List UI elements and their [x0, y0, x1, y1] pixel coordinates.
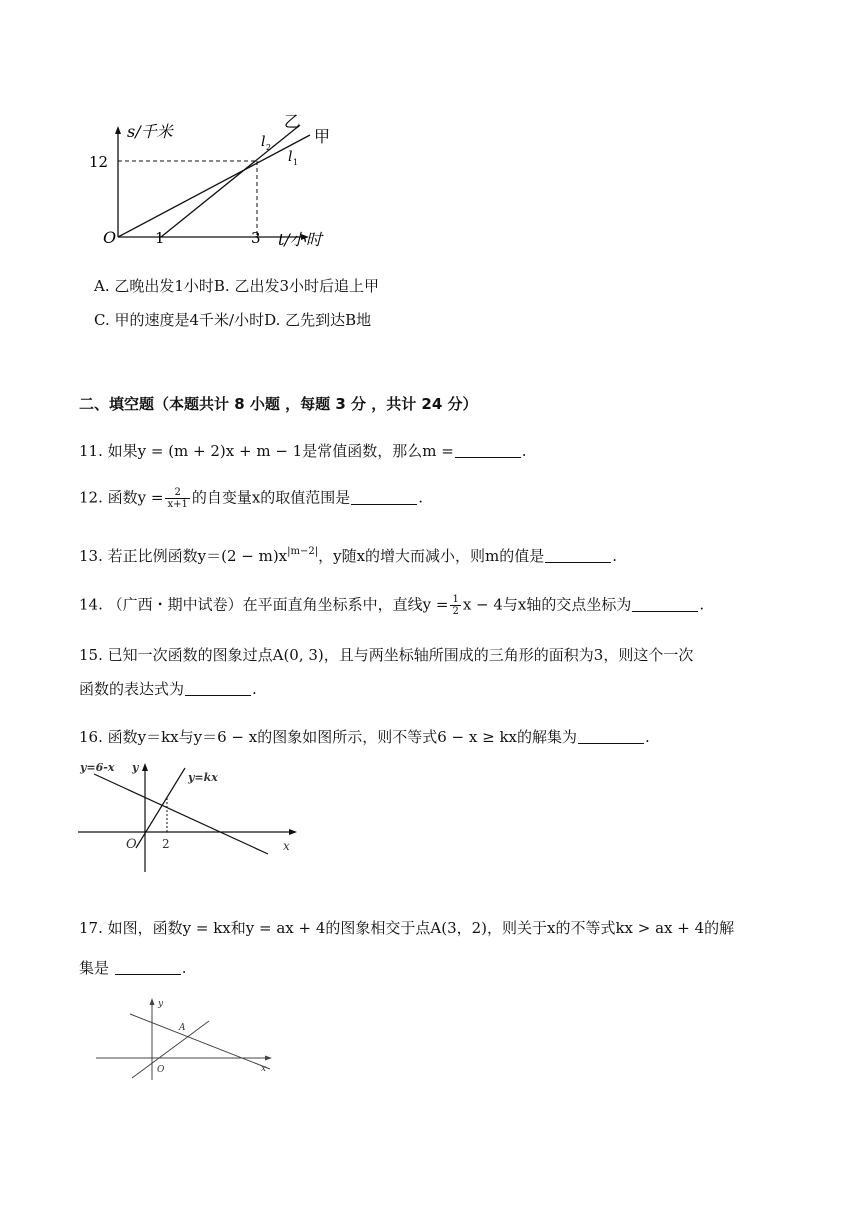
line-l1-label: l — [288, 149, 293, 165]
q10-options-line2: C. 甲的速度是4千米/小时D. 乙先到达B地 — [94, 311, 372, 329]
label-y-kx: y=kx — [188, 771, 218, 784]
x-tick-1: 1 — [155, 229, 165, 247]
fig2-x-axis-label: x — [283, 839, 290, 853]
q12-period: . — [418, 488, 424, 507]
q14-text-mid: x − 4与x轴的交点坐标为 — [462, 595, 632, 614]
label-y-6-minus-x: y=6-x — [80, 761, 115, 774]
q15-line2 — [79, 679, 257, 699]
q12-text-mid: 的自变量x的取值范围是 — [191, 488, 351, 507]
x-tick-3: 3 — [251, 229, 261, 247]
fig3-origin-label: O — [157, 1065, 165, 1075]
line-l2-subscript: 2 — [266, 143, 272, 152]
line-yi — [161, 125, 300, 237]
q13-text-mid: ，y随x的增大而减小，则m的值是 — [318, 547, 545, 565]
y-tick-12: 12 — [89, 153, 109, 171]
q12-answer-blank[interactable] — [351, 490, 417, 505]
q14 — [79, 594, 704, 617]
q11-period: . — [521, 442, 527, 460]
fig2-tick-2: 2 — [162, 837, 170, 851]
x-axis-label: t/小时 — [278, 230, 322, 249]
q12-text: 12. 函数y = — [79, 488, 164, 507]
distance-time-graph — [85, 112, 355, 252]
q17-period: . — [181, 959, 187, 977]
line-jia — [118, 135, 310, 237]
origin-label: O — [103, 228, 117, 247]
label-yi: 乙 — [284, 112, 301, 131]
q15-answer-blank[interactable] — [185, 681, 251, 696]
q13-text: 13. 若正比例函数y＝(2 − m)x — [79, 547, 288, 565]
q13-exponent: |m−2| — [287, 546, 319, 557]
q17-line1: 17. 如图，函数y = kx和y = ax + 4的图象相交于点A(3，2)，则关于x的不等式kx > ax + 4的解 — [79, 919, 735, 937]
fig3-point-a-label: A — [179, 1023, 186, 1033]
fig2-origin-label: O — [126, 837, 137, 852]
section2-title: 二、填空题（本题共计 8 小题 ，每题 3 分 ，共计 24 分） — [79, 395, 478, 413]
q14-text: 14. （广西・期中试卷）在平面直角坐标系中，直线y = — [79, 595, 449, 614]
q16-text: 16. 函数y＝kx与y＝6 − x的图象如图所示，则不等式6 − x ≥ kx的解集为 — [79, 728, 577, 746]
fig3-x-axis-label: x — [261, 1064, 267, 1074]
q12-numerator: 2 — [165, 487, 189, 499]
q13-period: . — [612, 547, 618, 565]
q14-answer-blank[interactable] — [632, 597, 698, 612]
kx-vs-6-minus-x-graph — [76, 758, 300, 876]
fig2-y-axis-label: y — [132, 761, 139, 774]
q16-period: . — [645, 728, 650, 746]
q15-period: . — [252, 680, 257, 698]
line-kx — [136, 768, 185, 848]
line-ax-plus-4 — [130, 1014, 270, 1069]
q15-line1: 15. 已知一次函数的图象过点A(0, 3)，且与两坐标轴所围成的三角形的面积为3，则这个一次 — [79, 646, 694, 664]
fig3-y-axis-label: y — [158, 999, 164, 1009]
q13 — [79, 542, 617, 566]
q12-denominator: x+1 — [167, 499, 188, 510]
q14-numerator: 1 — [452, 594, 459, 605]
y-axis-label: s/千米 — [127, 122, 173, 141]
line-l2-label: l — [261, 134, 266, 150]
q11-answer-blank[interactable] — [455, 443, 521, 458]
q14-period: . — [699, 595, 705, 614]
label-jia: 甲 — [314, 127, 331, 146]
q16-answer-blank[interactable] — [578, 729, 644, 744]
q11-text: 11. 如果y = (m + 2)x + m − 1是常值函数，那么m = — [79, 442, 454, 460]
intersection-graph — [94, 994, 278, 1084]
q10-options-line1: A. 乙晚出发1小时B. 乙出发3小时后追上甲 — [94, 277, 380, 295]
q14-denominator: 2 — [452, 606, 459, 617]
q12-fraction — [165, 487, 189, 510]
q15-text: 函数的表达式为 — [79, 680, 185, 698]
q17-answer-blank[interactable] — [115, 960, 181, 975]
q17-text: 集是 — [79, 959, 114, 977]
q17-line2 — [79, 958, 187, 978]
q16 — [79, 727, 650, 747]
q12 — [79, 487, 423, 510]
q11 — [79, 441, 527, 461]
line-6-minus-x — [94, 774, 268, 854]
line-l1-subscript: 1 — [293, 158, 299, 167]
q14-fraction — [450, 594, 460, 617]
q13-answer-blank[interactable] — [545, 548, 611, 563]
